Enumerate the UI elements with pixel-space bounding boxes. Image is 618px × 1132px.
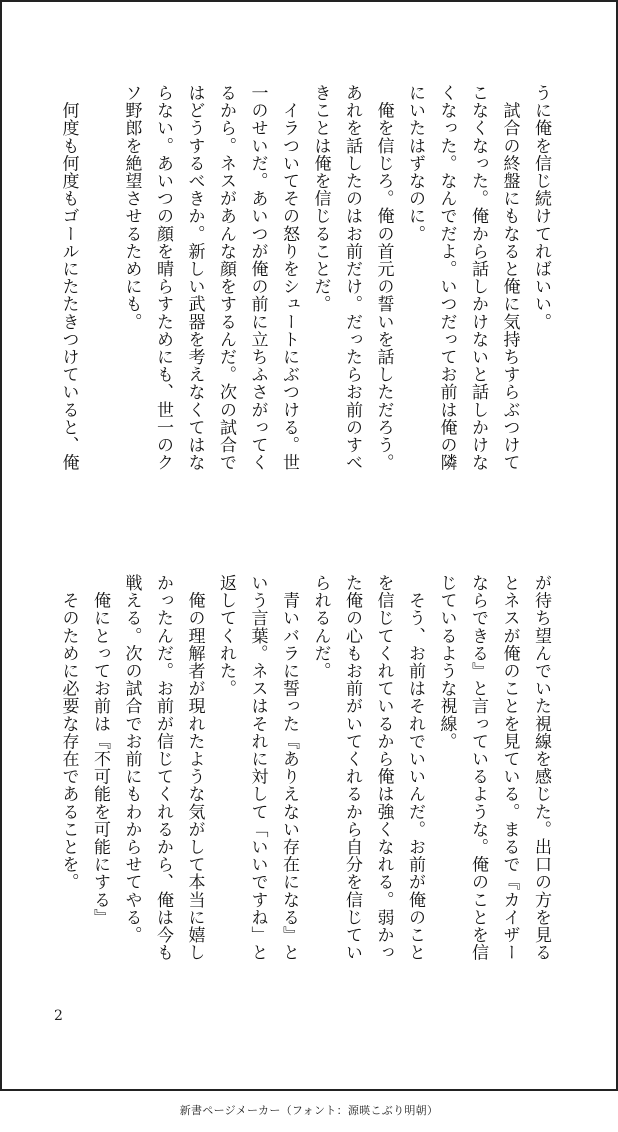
text-line: じているような視線。 bbox=[436, 574, 457, 750]
text-line: られるんだ。 bbox=[310, 574, 331, 680]
text-block-upper bbox=[52, 84, 556, 524]
text-line: 俺を信じろ。俺の首元の誓いを話しただろう。 bbox=[373, 84, 394, 472]
text-line: いう言葉。ネスはそれに対して「いいですね」と bbox=[247, 574, 268, 962]
text-line: るから。ネスがあんな顔をするんだ。次の試合で bbox=[216, 84, 236, 472]
text-line: が待ち望んでいた視線を感じた。出口の方を見る bbox=[531, 574, 551, 962]
text-line: かったんだ。お前が信じてくれるから、俺は今も bbox=[153, 574, 173, 962]
text-line: うに俺を信じ続けてればいい。 bbox=[531, 84, 551, 331]
text-line: イラついてその怒りをシュートにぶつける。世 bbox=[279, 84, 299, 472]
text-block-lower bbox=[52, 574, 556, 974]
text-line: 一のせいだ。あいつが俺の前に立ちふさがってく bbox=[247, 84, 268, 472]
text-line: はどうするべきか。新しい武器を考えなくてはな bbox=[184, 84, 205, 472]
text-line: とネスが俺のことを見ている。まるで『カイザー bbox=[499, 574, 520, 962]
footer-credit: 新書ページメーカー（フォント：源暎こぶり明朝） bbox=[179, 1104, 439, 1117]
text-line: そのために必要な存在であることを。 bbox=[58, 574, 79, 891]
blank-line bbox=[84, 84, 116, 524]
text-line: 青いバラに誓った『ありえない存在になる』と bbox=[279, 574, 299, 962]
text-line: らない。あいつの顔を晴らすためにも、世一のク bbox=[153, 84, 173, 472]
text-line: 試合の終盤にもなると俺に気持ちすらぶつけて bbox=[499, 84, 520, 472]
text-line: 返してくれた。 bbox=[216, 574, 236, 698]
text-line: 戦える。次の試合でお前にもわからせてやる。 bbox=[121, 574, 142, 944]
text-line: きことは俺を信じることだ。 bbox=[310, 84, 331, 313]
text-line: 俺にとってお前は『不可能を可能にする』 bbox=[90, 574, 110, 926]
text-line: にいたはずなのに。 bbox=[405, 84, 425, 243]
page-number: 2 bbox=[54, 1008, 63, 1024]
text-line: 俺の理解者が現れたような気がして本当に嬉し bbox=[184, 574, 205, 962]
text-line: を信じてくれているから俺は強くなれる。弱かっ bbox=[373, 574, 394, 962]
text-line: こなくなった。俺から話しかけないと話しかけな bbox=[468, 84, 488, 472]
text-line: た俺の心もお前がいてくれるから自分を信じてい bbox=[342, 574, 362, 962]
text-line: 何度も何度もゴールにたたきつけていると、俺 bbox=[58, 84, 79, 472]
text-line: ソ野郎を絶望させるためにも。 bbox=[121, 84, 142, 331]
text-line: くなった。なんでだよ。いつだってお前は俺の隣 bbox=[436, 84, 457, 472]
text-line: そう、お前はそれでいいんだ。お前が俺のこと bbox=[405, 574, 425, 962]
text-line: あれを話したのはお前だけ。だったらお前のすべ bbox=[342, 84, 362, 472]
text-line: ならできる』と言っているような。俺のことを信 bbox=[468, 574, 488, 962]
